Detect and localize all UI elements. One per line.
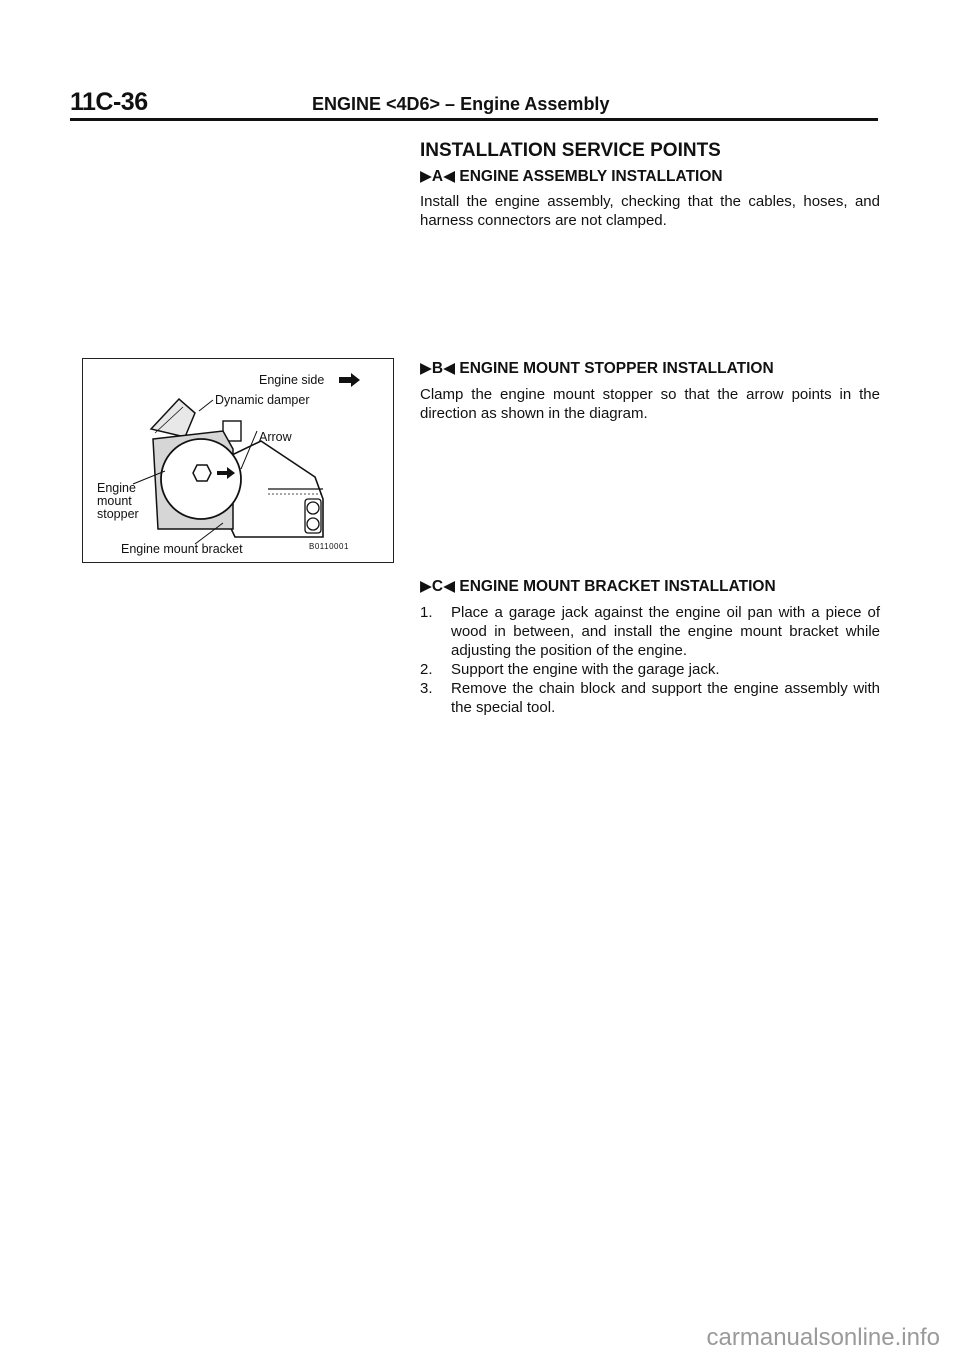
page-number: 11C-36 bbox=[70, 88, 148, 116]
label-engine-mount-stopper-1: Engine bbox=[97, 481, 136, 495]
back-marker-icon: ◀ bbox=[443, 578, 456, 595]
back-marker-icon: ◀ bbox=[443, 360, 456, 377]
diagram-drawing bbox=[83, 359, 395, 564]
play-marker-icon: ▶ bbox=[420, 578, 432, 595]
list-item: 2. Support the engine with the garage jack. bbox=[420, 661, 720, 678]
label-dynamic-damper: Dynamic damper bbox=[215, 393, 310, 407]
label-engine-side: Engine side bbox=[259, 373, 325, 387]
header-rule bbox=[70, 118, 878, 121]
point-c-heading bbox=[420, 577, 776, 596]
engine-mount-diagram bbox=[82, 358, 394, 563]
label-arrow: Arrow bbox=[259, 430, 292, 444]
engine-side-arrow-icon bbox=[339, 373, 360, 387]
point-code: C bbox=[431, 578, 444, 595]
label-engine-mount-stopper-3: stopper bbox=[97, 507, 139, 521]
figure-code: B0110001 bbox=[309, 542, 349, 551]
watermark: carmanualsonline.info bbox=[706, 1324, 940, 1351]
list-item: 3. Remove the chain block and support the engine assembly with the special tool. bbox=[420, 680, 880, 716]
point-heading-text: ENGINE MOUNT STOPPER INSTALLATION bbox=[459, 360, 774, 377]
label-engine-mount-stopper-2: mount bbox=[97, 494, 132, 508]
section-title: INSTALLATION SERVICE POINTS bbox=[420, 140, 721, 161]
point-a-text: Install the engine assembly, checking that the cables, hoses, and harness connectors are not clamped. bbox=[420, 193, 880, 229]
play-marker-icon: ▶ bbox=[420, 168, 432, 185]
label-engine-mount-bracket: Engine mount bracket bbox=[121, 542, 243, 556]
point-code: A bbox=[431, 168, 444, 185]
play-marker-icon: ▶ bbox=[420, 360, 432, 377]
back-marker-icon: ◀ bbox=[443, 168, 456, 185]
point-heading-text: ENGINE ASSEMBLY INSTALLATION bbox=[459, 168, 723, 185]
point-heading-text: ENGINE MOUNT BRACKET INSTALLATION bbox=[459, 578, 776, 595]
point-c-steps bbox=[420, 603, 880, 717]
point-code: B bbox=[431, 360, 444, 377]
page-header-title: ENGINE <4D6> – Engine Assembly bbox=[312, 94, 610, 114]
point-b-heading bbox=[420, 359, 774, 378]
point-b-text: Clamp the engine mount stopper so that the arrow points in the direction as shown in the diagram. bbox=[420, 386, 880, 422]
list-item: 1. Place a garage jack against the engine oil pan with a piece of wood in between, and install the engine mount bracket while adjusting the position of the engine. bbox=[420, 604, 880, 659]
point-a-heading bbox=[420, 167, 723, 186]
